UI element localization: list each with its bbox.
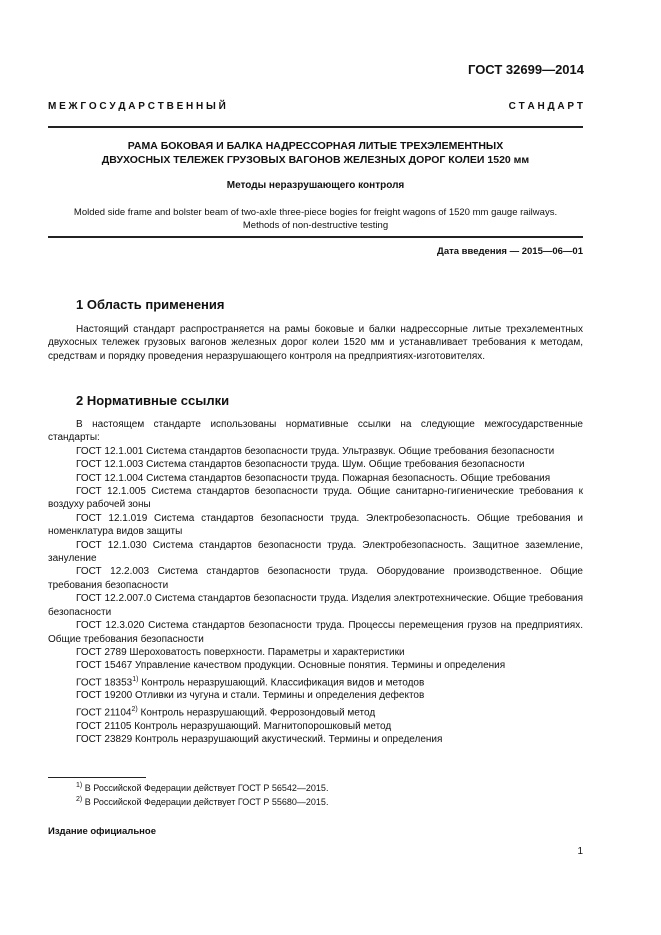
reference-item: ГОСТ 23829 Контроль неразрушающий акустический. Термины и определения [76, 734, 443, 745]
section-2-heading: 2 Нормативные ссылки [76, 393, 230, 408]
reference-item: ГОСТ 12.1.001 Система стандартов безопасности труда. Ультразвук. Общие требования безопасности [76, 445, 555, 457]
header-rule-top [48, 126, 583, 128]
introduction-date: Дата введения — 2015—06—01 [437, 246, 583, 257]
reference-code: ГОСТ 18353 [76, 677, 133, 689]
section-1-body [48, 323, 583, 363]
footnote-1 [76, 782, 328, 793]
reference-item: ГОСТ 12.2.003 Система стандартов безопасности труда. Оборудование производственное. Общие требования безопасности [48, 566, 583, 591]
standard-type-heading [48, 101, 583, 112]
section-2-body [48, 418, 583, 746]
footnote-1-mark: 1) [76, 782, 83, 789]
official-edition-label: Издание официальное [48, 826, 156, 837]
reference-item: ГОСТ 2789 Шероховатость поверхности. Параметры и характеристики [76, 646, 405, 658]
footnote-2-text: В Российской Федерации действует ГОСТ Р 55680—2015. [82, 797, 329, 807]
section-2-intro: В настоящем стандарте использованы нормативные ссылки на следующие межгосударственные стандарты: [48, 419, 583, 444]
footnote-1-text: В Российской Федерации действует ГОСТ Р 56542—2015. [82, 783, 329, 793]
reference-item: ГОСТ 12.1.030 Система стандартов безопасности труда. Электробезопасность. Защитное заземление, зануление [48, 539, 583, 565]
footnote-ref-2[interactable]: 2) [131, 705, 138, 713]
footnote-2 [76, 796, 328, 807]
reference-item: ГОСТ 15467 Управление качеством продукции. Основные понятия. Термины и определения [76, 660, 506, 672]
reference-item: ГОСТ 19200 Отливки из чугуна и стали. Термины и определения дефектов [76, 690, 425, 702]
reference-item: ГОСТ 12.1.003 Система стандартов безопасности труда. Шум. Общие требования безопасности [76, 459, 525, 471]
reference-code: ГОСТ 21104 [76, 707, 132, 719]
title-line-2: ДВУХОСНЫХ ТЕЛЕЖЕК ГРУЗОВЫХ ВАГОНОВ ЖЕЛЕЗНЫХ ДОРОГ КОЛЕИ 1520 мм [101, 154, 530, 166]
footnote-separator [48, 777, 146, 778]
reference-item: ГОСТ 12.1.005 Система стандартов безопасности труда. Общие санитарно-гигиенические требования к воздуху рабочей зоны [48, 486, 583, 511]
reference-item: ГОСТ 12.1.004 Система стандартов безопасности труда. Пожарная безопасность. Общие требования [76, 472, 551, 484]
section-1-heading: 1 Область применения [76, 297, 225, 312]
reference-item: ГОСТ 12.1.019 Система стандартов безопасности труда. Электробезопасность. Общие требования и номенклатура видов защиты [48, 512, 583, 538]
english-title [48, 206, 583, 232]
document-subtitle: Методы неразрушающего контроля [226, 180, 405, 191]
interstate-label: М Е Ж Г О С У Д А Р С Т В Е Н Н Ы Й [48, 101, 226, 112]
header-rule-bottom [48, 236, 583, 238]
footnote-ref-1[interactable]: 1) [132, 675, 139, 683]
reference-item: ГОСТ 12.3.020 Система стандартов безопасности труда. Процессы перемещения грузов на предприятиях. Общие требования безопасности [48, 620, 583, 645]
reference-title: Контроль неразрушающий. Классификация видов и методов [138, 677, 425, 689]
english-title-line-2: Methods of non-destructive testing [242, 220, 389, 231]
document-number: ГОСТ 32699—2014 [468, 62, 584, 77]
page-number: 1 [577, 846, 583, 857]
section-1-text: Настоящий стандарт распространяется на рамы боковые и балки надрессорные литые трехэлементных двухосных тележек грузовых вагонов железных дорог колеи 1520 мм и устанавливает требования к методам, средствам и порядку проведения неразрушающего контроля на предприятиях-изготовителях. [48, 324, 583, 362]
reference-item-21104 [48, 703, 583, 720]
standard-label: С Т А Н Д А Р Т [508, 101, 583, 112]
footnote-2-mark: 2) [76, 796, 83, 803]
document-title [48, 139, 583, 167]
title-line-1: РАМА БОКОВАЯ И БАЛКА НАДРЕССОРНАЯ ЛИТЫЕ ТРЕХЭЛЕМЕНТНЫХ [127, 140, 504, 152]
reference-item: ГОСТ 12.2.007.0 Система стандартов безопасности труда. Изделия электротехнические. Общие требования безопасности [48, 593, 583, 618]
reference-item: ГОСТ 21105 Контроль неразрушающий. Магнитопорошковый метод [76, 720, 392, 732]
english-title-line-1: Molded side frame and bolster beam of two-axle three-piece bogies for freight wagons of 1520 mm gauge railways. [73, 207, 558, 218]
reference-item-18353 [48, 673, 583, 690]
reference-title: Контроль неразрушающий. Феррозондовый метод [137, 707, 376, 719]
